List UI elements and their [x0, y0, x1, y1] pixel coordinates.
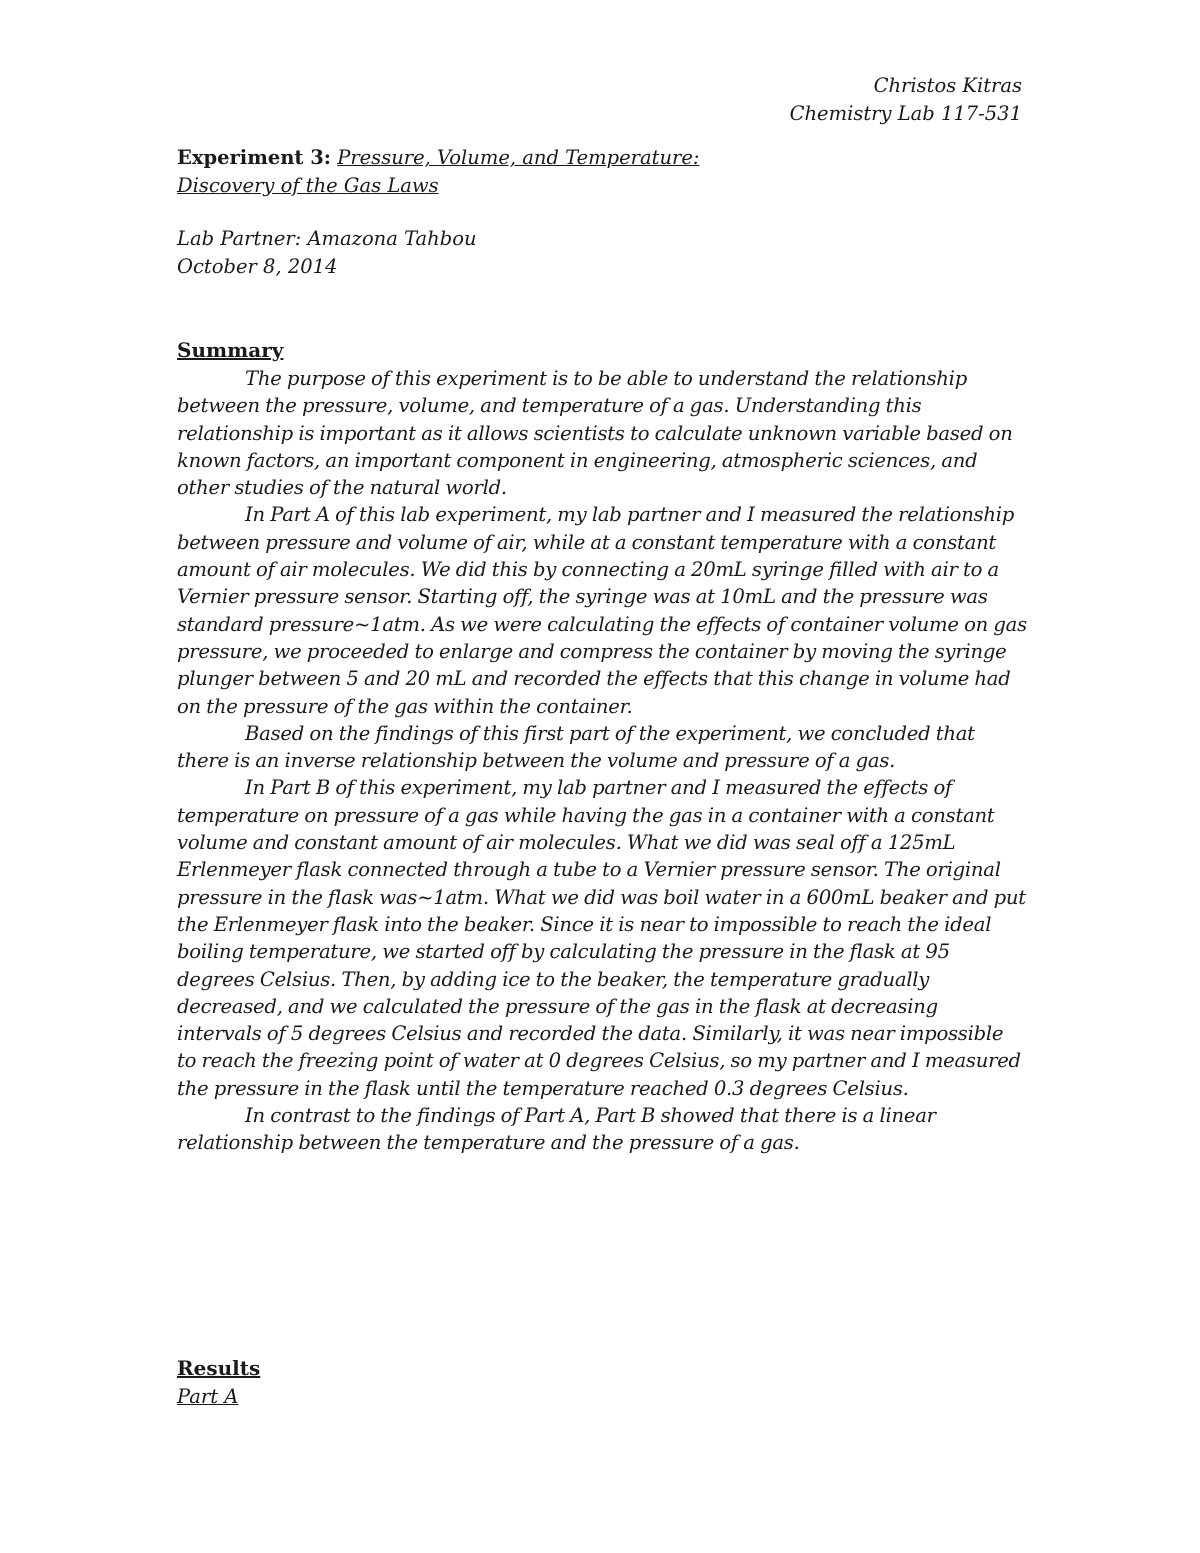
- author-header: [790, 72, 1022, 128]
- summary-paragraph-part-b-conclusion: In contrast to the findings of Part A, Part B showed that there is a linear relationship between the temperature and the pressure of a gas.: [177, 1104, 936, 1155]
- summary-paragraph-part-a: In Part A of this lab experiment, my lab partner and I measured the relationship between pressure and volume of air, while at a constant temperature with a constant amount of air molecules. We did this by connecting a 20mL syringe filled with air to a Vernier pressure sensor. Starting off, the syringe was at 10mL and the pressure was standard pressure~1atm. As we were calculating the effects of container volume on gas pressure, we proceeded to enlarge and compress the container by moving the syringe plunger between 5 and 20 mL and recorded the effects that this change in volume had on the pressure of the gas within the container.: [177, 503, 1027, 718]
- summary-paragraph-purpose: The purpose of this experiment is to be able to understand the relationship between the pressure, volume, and temperature of a gas. Understanding this relationship is important as it allows scientists to calculate unknown variable based on known factors, an important component in engineering, atmospheric sciences, and other studies of the natural world.: [177, 367, 1013, 500]
- lab-date: October 8, 2014: [177, 255, 338, 278]
- results-subheading-part-a: Part A: [177, 1385, 239, 1408]
- lab-info: [177, 225, 477, 281]
- experiment-label: Experiment 3:: [177, 146, 331, 169]
- experiment-title: [177, 144, 699, 200]
- experiment-topic-line2: Discovery of the Gas Laws: [177, 174, 439, 197]
- summary-body: [177, 365, 1027, 1157]
- results-heading: Results: [177, 1356, 261, 1380]
- experiment-topic-line1: Pressure, Volume, and Temperature:: [337, 146, 700, 169]
- course-name: Chemistry Lab 117-531: [789, 102, 1022, 125]
- summary-heading: Summary: [177, 338, 284, 362]
- summary-paragraph-part-a-conclusion: Based on the findings of this first part of the experiment, we concluded that there is an inverse relationship between the volume and pressure of a gas.: [177, 721, 975, 773]
- author-name: Christos Kitras: [873, 74, 1022, 97]
- summary-paragraph-part-b: In Part B of this experiment, my lab partner and I measured the effects of temperature on pressure of a gas while having the gas in a container with a constant volume and constant amount of air molecules. What we did was seal off a 125mL Erlenmeyer flask connected through a tube to a Vernier pressure sensor. The original pressure in the flask was~1atm. What we did was boil water in a 600mL beaker and put the Erlenmeyer flask into the beaker. Since it is near to impossible to reach the ideal boiling temperature, we started off by calculating the pressure in the flask at 95 degrees Celsius. Then, by adding ice to the beaker, the temperature gradually decreased, and we calculated the pressure of the gas in the flask at decreasing intervals of 5 degrees Celsius and recorded the data. Similarly, it was near impossible to reach the freezing point of water at 0 degrees Celsius, so my partner and I measured the pressure in the flask until the temperature reached 0.3 degrees Celsius.: [177, 776, 1026, 1100]
- lab-partner: Lab Partner: Amazona Tahbou: [177, 227, 477, 250]
